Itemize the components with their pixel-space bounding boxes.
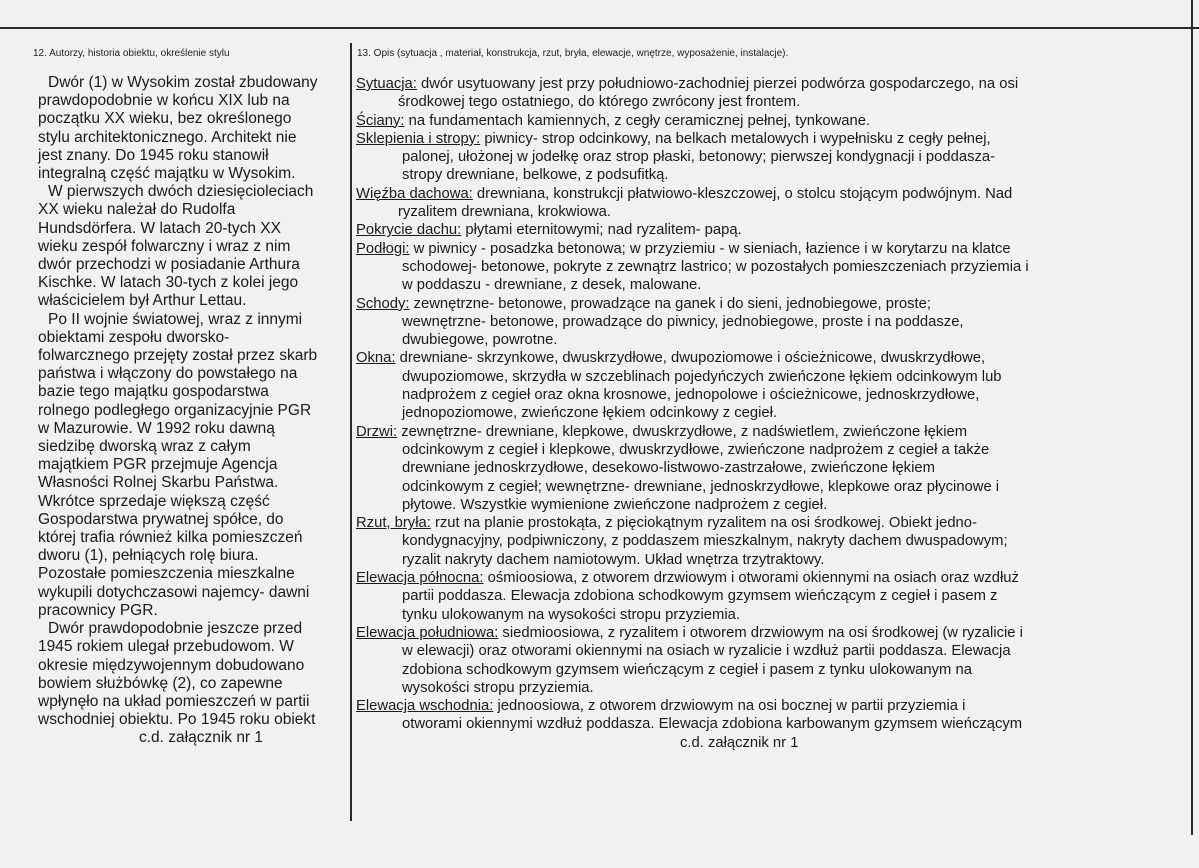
description-entry <box>356 569 1186 624</box>
entry-continuation-line: tynku ulokowanym na wysokości stropu przyziemia. <box>402 606 740 623</box>
description-entry <box>356 514 1186 569</box>
history-line: okresie międzywojennym dobudowano <box>38 656 305 674</box>
history-line: bazie tego majątku gospodarstwa <box>38 383 269 401</box>
entry-continuation-line: kondygnacyjny, podpiwniczony, z poddaszem mieszkalnym, nakryty dachem dwuspadowym; <box>402 533 1008 550</box>
entry-first-line: Pokrycie dachu: płytami eternitowymi; nad ryzalitem- papą. <box>356 222 742 239</box>
entry-continuation-line: palonej, ułożonej w jodełkę oraz strop płaski, betonowy; pierwszej kondygnacji i poddasza- <box>402 149 996 166</box>
entry-continuation-line: otworami okiennymi wzdłuż poddasza. Elewacja zdobiona karbowanym gzymsem wieńczącym <box>402 716 1023 733</box>
history-line: Dwór prawdopodobnie jeszcze przed <box>48 620 303 638</box>
column-divider <box>350 43 352 821</box>
entry-continuation-line: dwupoziomowe, skrzydła w szczeblinach pojedyńczych zwieńczone łękiem odcinkowym lub <box>402 368 1002 385</box>
entry-continuation-line: środkowej tego ostatniego, do którego zwrócony jest frontem. <box>398 94 801 111</box>
entry-first-line: Elewacja wschodnia: jednoosiowa, z otworem drzwiowym na osi bocznej w partii przyziemia i <box>356 698 966 715</box>
history-column <box>38 74 350 748</box>
description-entry <box>356 240 1186 295</box>
history-line: jest znany. Do 1945 roku stanowił <box>38 146 269 164</box>
entry-label: Rzut, bryła: <box>356 515 431 532</box>
entry-label: Pokrycie dachu: <box>356 222 462 239</box>
entry-continuation-line: stropy drewniane, belkowe, z podsufitką. <box>402 167 669 184</box>
entry-label: Elewacja południowa: <box>356 624 499 641</box>
history-line: Własności Rolnej Skarbu Państwa. <box>38 474 279 492</box>
history-line: stylu architektonicznego. Architekt nie <box>38 128 297 146</box>
history-line: dwór przechodzi w posiadanie Arthura <box>38 256 300 274</box>
entry-label: Elewacja wschodnia: <box>356 698 494 715</box>
history-line: siedzibę dworską wraz z całym <box>38 438 251 456</box>
entry-first-line: Schody: zewnętrzne- betonowe, prowadzące na ganek i do sieni, jednobiegowe, proste; <box>356 295 931 312</box>
history-line: prawdopodobnie w końcu XIX lub na <box>38 92 290 110</box>
history-line: wieku zespół folwarczny i wraz z nim <box>38 237 291 255</box>
entry-continuation-line: odcinkowym z cegieł i klepkowe, dwuskrzydłowe, zwieńczone nadprożem z cegieł a także <box>402 441 990 458</box>
entry-label: Ściany: <box>356 112 405 129</box>
history-line: obiektami zespołu dworsko- <box>38 328 230 346</box>
description-entry <box>356 697 1186 734</box>
description-entry <box>356 75 1186 112</box>
entry-label: Schody: <box>356 295 410 312</box>
description-entry <box>356 185 1186 222</box>
entry-first-line: Sklepienia i stropy: piwnicy- strop odcinkowy, na belkach metalowych i wypełnisku z cegły pełnej, <box>356 130 991 147</box>
right-column-header: 13. Opis (sytuacja , materiał, konstrukcja, rzut, bryła, elewacje, wnętrze, wyposażenie, instalacje). <box>357 48 789 59</box>
history-line: bowiem służbówkę (2), co zapewne <box>38 674 283 692</box>
history-line: Kischke. W latach 30-tych z kolei jego <box>38 274 299 292</box>
history-line: Wkrótce sprzedaje większą część <box>38 492 270 510</box>
entry-continuation-line: nadprożem z cegieł oraz okna krosnowe, jednopolowe i ościeżnicowe, jednoskrzydłowe, <box>402 387 980 404</box>
top-rule <box>0 27 1199 29</box>
entry-label: Elewacja północna: <box>356 570 484 587</box>
description-entry <box>356 295 1186 350</box>
description-entry <box>356 624 1186 697</box>
history-line: XX wieku należał do Rudolfa <box>38 201 236 219</box>
left-continuation-note: c.d. załącznik nr 1 <box>138 729 264 747</box>
entry-continuation-line: wewnętrzne- betonowe, prowadzące do piwnicy, jednobiegowe, proste i na poddasze, <box>402 313 964 330</box>
left-column-header: 12. Autorzy, historia obiektu, określenie stylu <box>33 48 230 59</box>
entry-label: Okna: <box>356 350 396 367</box>
entry-first-line: Elewacja południowa: siedmioosiowa, z ryzalitem i otworem drzwiowym na osi środkowej (w ryzalicie i <box>356 624 1023 641</box>
entry-continuation-line: odcinkowym z cegieł; wewnętrzne- drewniane, jednoskrzydłowe, klepkowe oraz płycinowe i <box>402 478 1000 495</box>
entry-first-line: Elewacja północna: ośmioosiowa, z otworem drzwiowym i otworami okiennymi na osiach oraz wzdłuż <box>356 570 1019 587</box>
history-line: pracownicy PGR. <box>38 601 158 619</box>
history-line: Po II wojnie światowej, wraz z innymi <box>48 310 303 328</box>
history-line: Hundsdörfera. W latach 20-tych XX <box>38 219 281 237</box>
entry-continuation-line: partii poddasza. Elewacja zdobiona schodkowym gzymsem wieńczącym z cegieł i pasem z <box>402 588 998 605</box>
description-entry <box>356 130 1186 185</box>
history-line: w Mazurowie. W 1992 roku dawną <box>38 419 275 437</box>
history-line: folwarcznego przejęty został przez skarb <box>38 347 318 365</box>
entry-first-line: Podłogi: w piwnicy - posadzka betonowa; w przyziemiu - w sieniach, łazience i w korytarzu na klatce <box>356 240 1011 257</box>
entry-first-line: Rzut, bryła: rzut na planie prostokąta, z pięciokątnym ryzalitem na osi środkowej. Obiekt jedno- <box>356 515 977 532</box>
description-entry <box>356 349 1186 422</box>
entry-label: Sytuacja: <box>356 76 417 92</box>
description-entry <box>356 221 1186 239</box>
entry-first-line: Drzwi: zewnętrzne- drewniane, klepkowe, dwuskrzydłowe, z nadświetlem, zwieńczone łękiem <box>356 423 968 440</box>
entry-label: Drzwi: <box>356 423 398 440</box>
entry-first-line: Ściany: na fundamentach kamiennych, z cegły ceramicznej pełnej, tynkowane. <box>356 112 871 129</box>
history-line: państwa i włączony do powstałego na <box>38 365 298 383</box>
history-line: początku XX wieku, bez określonego <box>38 110 292 128</box>
right-continuation-note: c.d. załącznik nr 1 <box>680 734 799 751</box>
history-line: wykupili dotychczasowi najemcy- dawni <box>38 583 310 601</box>
entry-continuation-line: w poddaszu - drewniane, z desek, malowane. <box>402 277 702 294</box>
history-line: integralną część majątku w Wysokim. <box>38 165 296 183</box>
right-border-rule <box>1191 0 1193 835</box>
entry-continuation-line: wysokości stropu przyziemia. <box>402 679 594 696</box>
history-line: dworu (1), pełniących rolę biura. <box>38 547 259 565</box>
entry-continuation-line: dwubiegowe, powrotne. <box>402 332 558 349</box>
history-line: Dwór (1) w Wysokim został zbudowany <box>48 74 318 91</box>
description-column <box>356 75 1186 752</box>
history-line: wpłynęło na układ pomieszczeń w partii <box>38 692 310 710</box>
history-line: Gospodarstwa prywatnej spółce, do <box>38 510 284 528</box>
entry-continuation-line: płytowe. Wszystkie wymienione zwieńczone nadprożem z cegieł. <box>402 496 828 513</box>
entry-continuation-line: schodowej- betonowe, pokryte z zewnątrz lastrico; w pozostałych pomieszczeniach przyziemia i <box>402 258 1029 275</box>
history-line: Pozostałe pomieszczenia mieszkalne <box>38 565 295 583</box>
entry-label: Więźba dachowa: <box>356 185 473 202</box>
entry-first-line: Okna: drewniane- skrzynkowe, dwuskrzydłowe, dwupoziomowe i ościeżnicowe, dwuskrzydłowe, <box>356 350 986 367</box>
entry-continuation-line: drewniane jednoskrzydłowe, desekowo-listwowo-zastrzałowe, zwieńczone łękiem <box>402 460 935 477</box>
description-entry <box>356 112 1186 130</box>
description-entry <box>356 423 1186 514</box>
entry-continuation-line: w elewacji) oraz otworami okiennymi na osiach w ryzalicie i wzdłuż partii poddasza. Elewacja <box>402 643 1011 660</box>
entry-first-line: Sytuacja: dwór usytuowany jest przy południowo-zachodniej pierzei podwórza gospodarczego, na osi <box>356 76 1019 92</box>
history-line: wschodniej obiektu. Po 1945 roku obiekt <box>38 711 316 729</box>
history-line: majątkiem PGR przejmuje Agencja <box>38 456 278 474</box>
entry-label: Podłogi: <box>356 240 410 257</box>
history-line: 1945 rokiem ulegał przebudowom. W <box>38 638 294 656</box>
entry-first-line: Więźba dachowa: drewniana, konstrukcji płatwiowo-kleszczowej, o stolcu stojącym podwójnym. Nad <box>356 185 1013 202</box>
entry-continuation-line: ryzalitem drewniana, krokwiowa. <box>398 204 611 221</box>
entry-continuation-line: jednopoziomowe, zwieńczone łękiem odcinkowy z cegieł. <box>402 405 778 422</box>
entry-label: Sklepienia i stropy: <box>356 130 481 147</box>
history-line: rolnego podległego organizacyjnie PGR <box>38 401 312 419</box>
entry-continuation-line: zdobiona schodkowym gzymsem wieńczącym z cegieł i pasem z tynku ulokowanym na <box>402 661 972 678</box>
history-line: której trafia również kilka pomieszczeń <box>38 529 303 547</box>
entry-continuation-line: ryzalit nakryty dachem namiotowym. Układ wnętrza trzytraktowy. <box>402 551 825 568</box>
history-line: właścicielem był Arthur Lettau. <box>38 292 247 310</box>
history-line: W pierwszych dwóch dziesięcioleciach <box>48 183 314 201</box>
